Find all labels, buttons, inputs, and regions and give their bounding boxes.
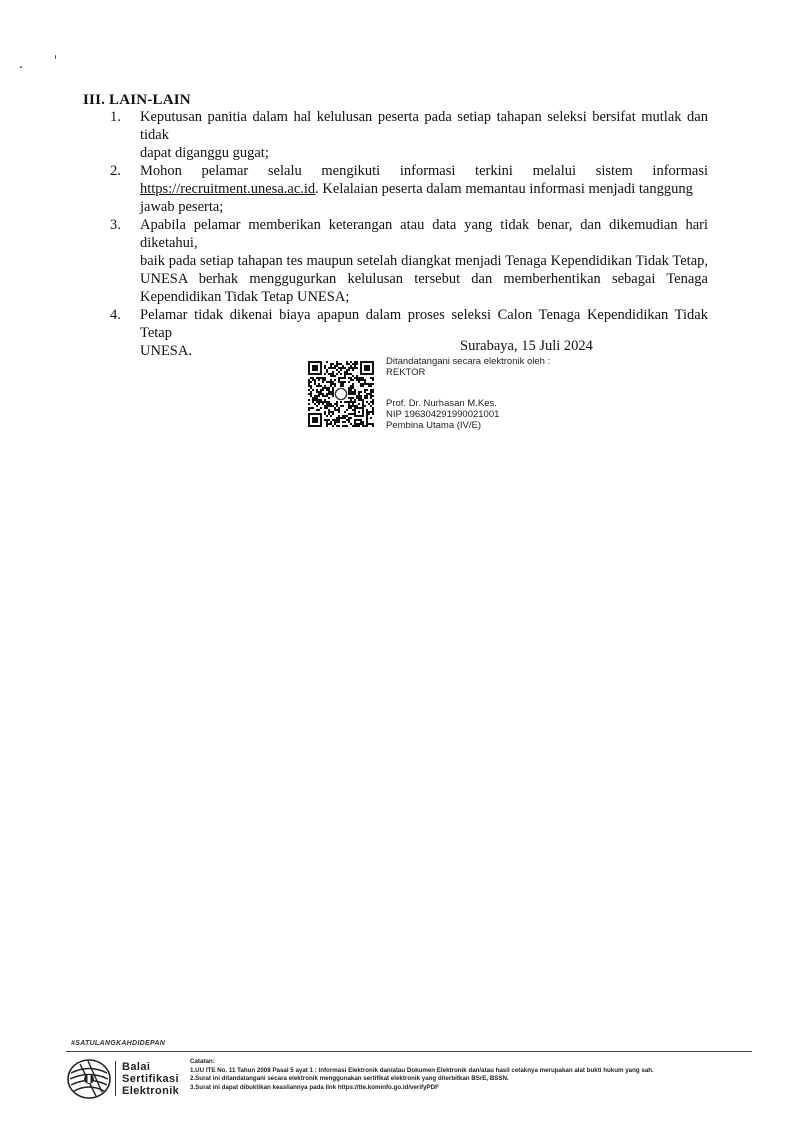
note-item: 1.UU ITE No. 11 Tahun 2008 Pasal 5 ayat 1 : Informasi Elektronik dan/atau Dokumen Elektronik dan/atau hasil cetaknya merupakan alat bukti hukum yang sah.	[190, 1066, 654, 1074]
list-item: 4. Pelamar tidak dikenai biaya apapun dalam proses seleksi Calon Tenaga Kependidikan Tidak Tetap UNESA.	[110, 307, 708, 359]
recruitment-link[interactable]: https://recruitment.unesa.ac.id	[140, 181, 316, 197]
scan-speck	[55, 55, 56, 59]
signer-position: REKTOR	[386, 367, 426, 378]
signature-block	[386, 356, 550, 431]
signer-nip: NIP 196304291990021001	[386, 409, 500, 420]
footer-divider	[66, 1051, 752, 1052]
rules-list	[110, 108, 708, 360]
city-date: Surabaya, 15 Juli 2024	[460, 338, 593, 354]
scan-speck	[20, 66, 22, 68]
bsre-divider	[115, 1061, 116, 1096]
bsre-name: Balai Sertifikasi Elektronik	[122, 1061, 180, 1097]
section-title: III. LAIN-LAIN	[83, 92, 191, 108]
signed-by-label: Ditandatangani secara elektronik oleh :	[386, 356, 551, 367]
footer-notes	[190, 1058, 654, 1092]
note-item: 2.Surat ini ditandatangani secara elektronik menggunakan sertifikat elektronik yang diterbitkan BSrE, BSSN.	[190, 1075, 509, 1083]
list-item: 3. Apabila pelamar memberikan keterangan atau data yang tidak benar, dan dikemudian hari diketahui, baik pada setiap tahapan tes maupun setelah diangkat menjadi Tenaga Kependidikan Tidak Tetap, UNESA berhak menggugurkan kelulusan tersebut dan memberhentikan sebagai Tenaga Kependidikan Tidak Tetap UNESA;	[110, 217, 708, 305]
signer-name: Prof. Dr. Nurhasan M.Kes.	[386, 398, 497, 409]
list-item: 2. Mohon pelamar selalu mengikuti informasi terkini melalui sistem informasi https://recruitment.unesa.ac.id. Kelalaian peserta dalam memantau informasi menjadi tanggung jawab peserta;	[110, 163, 708, 215]
list-item: 1. Keputusan panitia dalam hal kelulusan peserta pada setiap tahapan seleksi bersifat mutlak dan tidak dapat diganggu gugat;	[110, 109, 708, 161]
notes-title: Catatan:	[190, 1058, 215, 1065]
qr-code	[308, 361, 374, 427]
note-item: 3.Surat ini dapat dibuktikan keasliannya pada link https://tte.kominfo.go.id/verifyPDF	[190, 1083, 439, 1091]
hashtag: #SATULANGKAHDIDEPAN	[71, 1040, 166, 1047]
bsre-logo-icon	[66, 1058, 112, 1100]
signer-rank: Pembina Utama (IV/E)	[386, 420, 482, 431]
